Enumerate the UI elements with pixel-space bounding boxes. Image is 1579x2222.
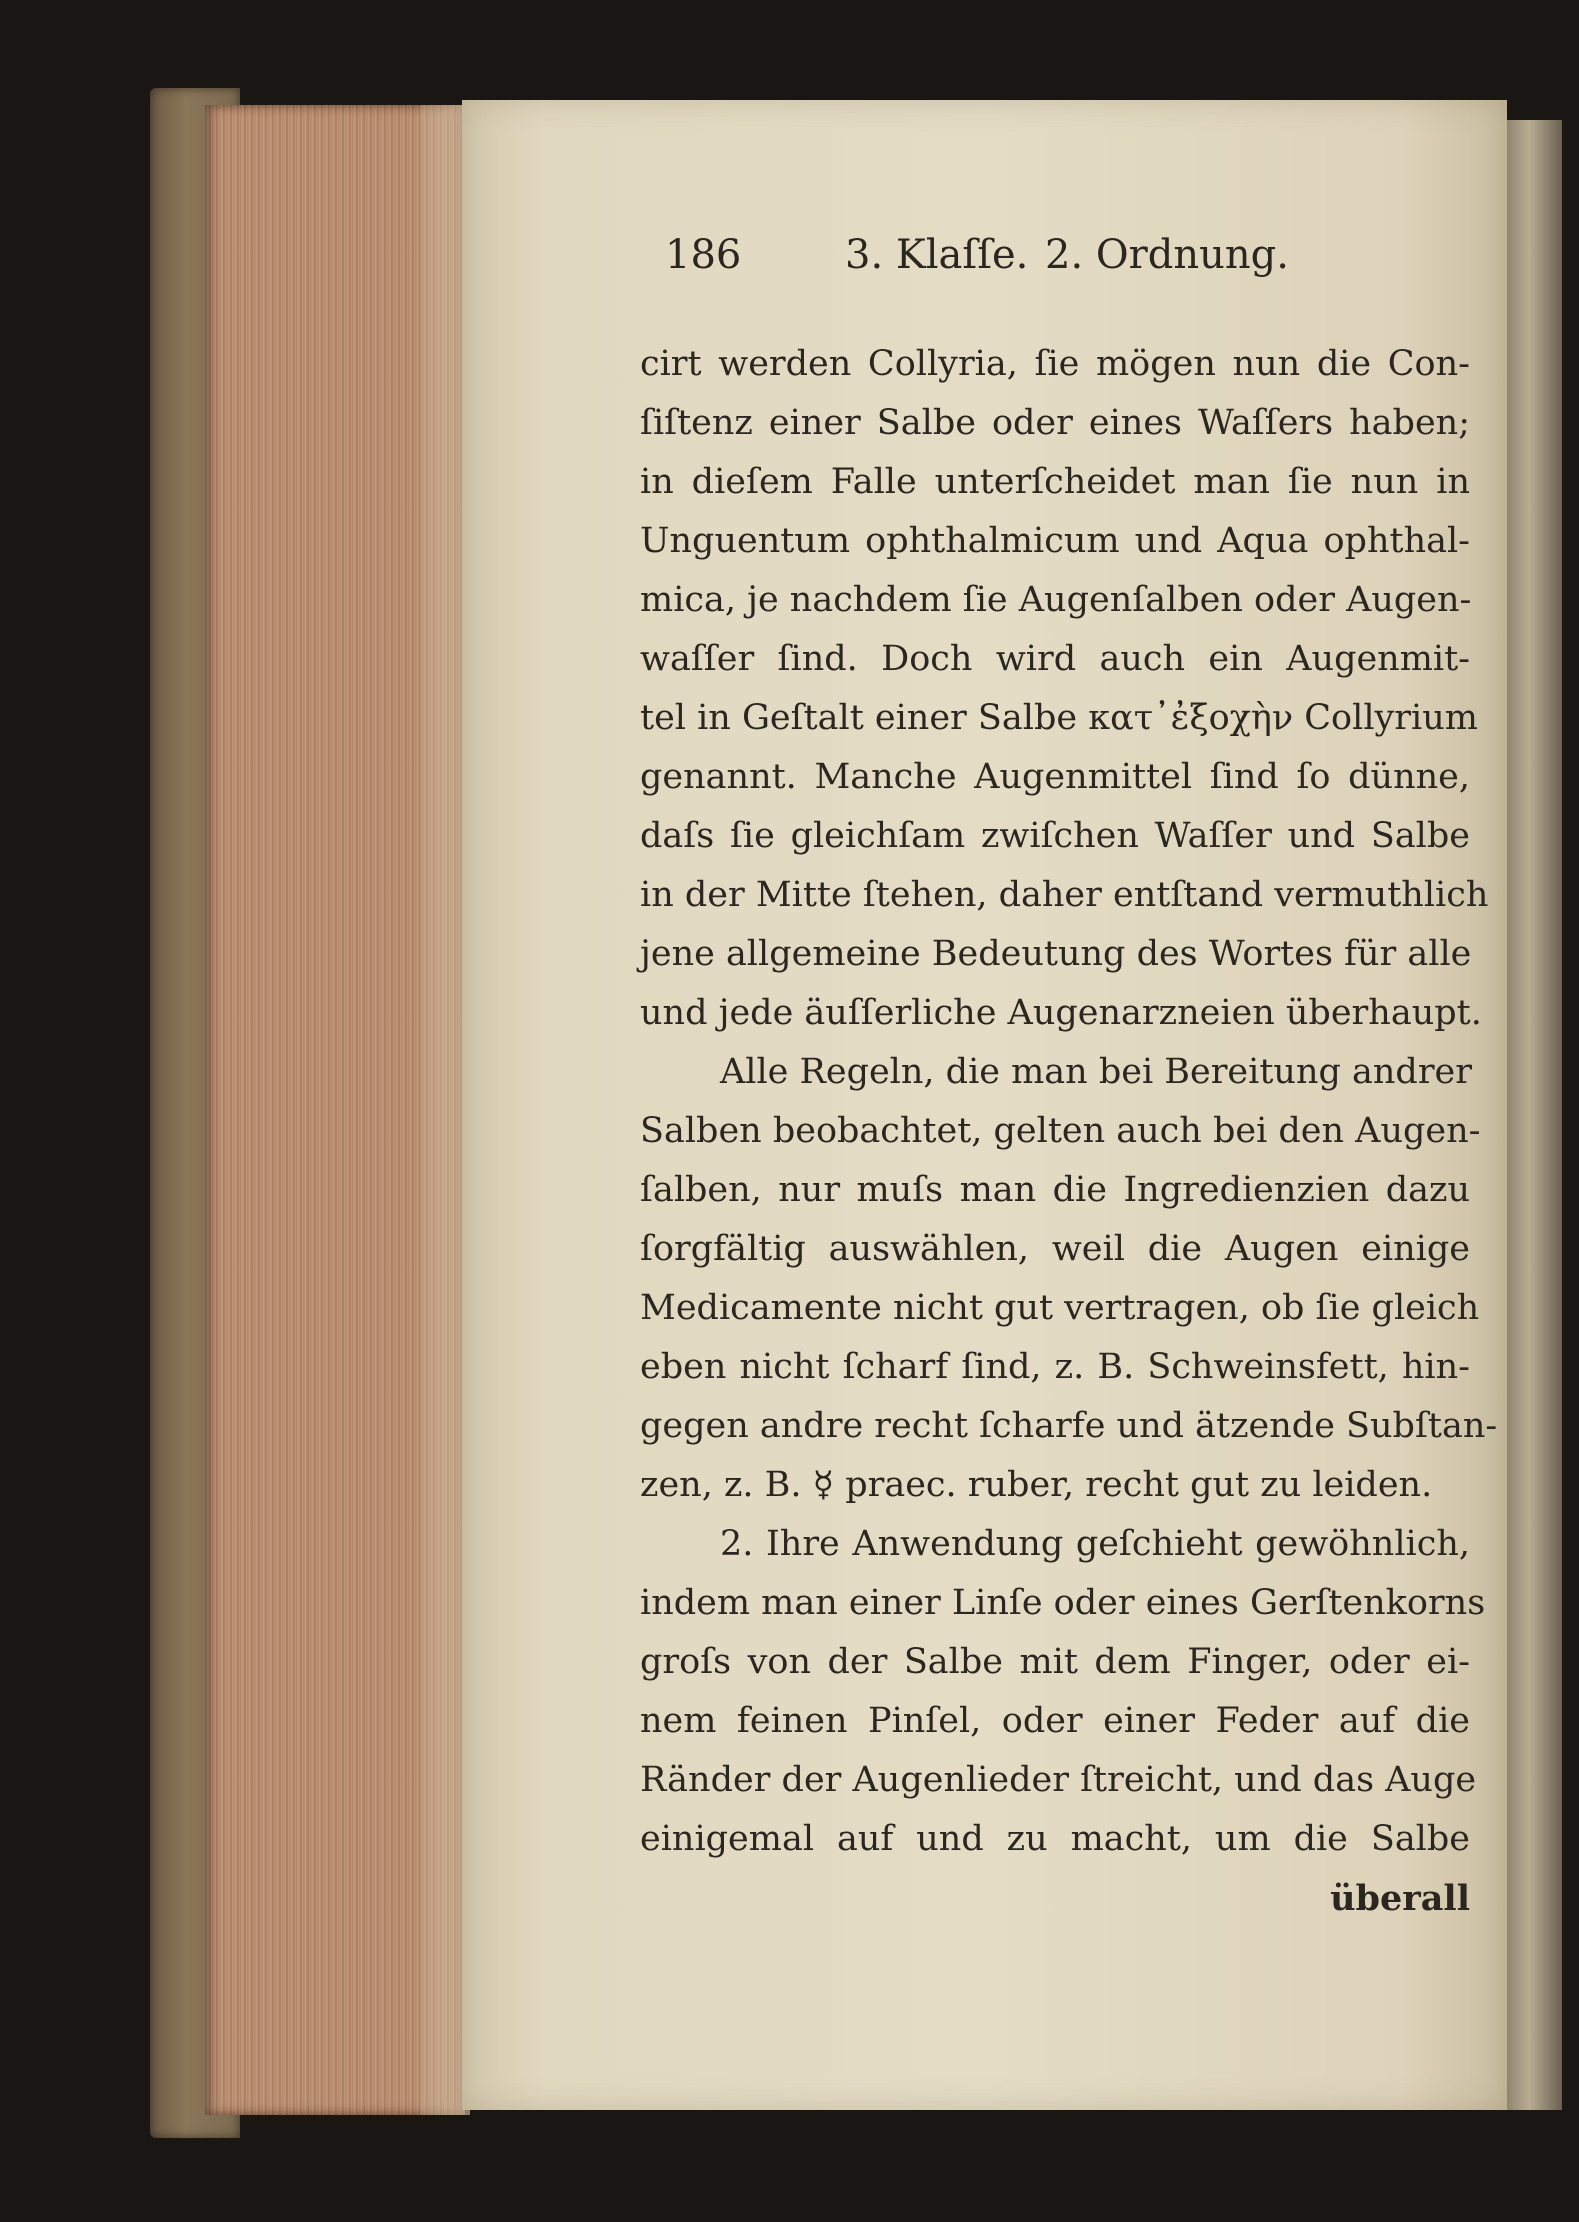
text-line: 2. Ihre Anwendung geſchieht gewöhnlich, — [720, 1524, 1470, 1564]
text-line: daſs ſie gleichſam zwiſchen Waſſer und Salbe — [640, 816, 1470, 856]
text-line: eben nicht ſcharf ſind, z. B. Schweinsfett, hin- — [640, 1347, 1470, 1387]
text-line: nem feinen Pinſel, oder einer Feder auf die — [640, 1701, 1470, 1741]
running-head — [665, 232, 1365, 292]
text-line: und jede äuſſerliche Augenarzneien überhaupt. — [640, 993, 1482, 1033]
text-line: ſorgfältig auswählen, weil die Augen einige — [640, 1229, 1470, 1269]
text-line: einigemal auf und zu macht, um die Salbe — [640, 1819, 1470, 1859]
text-line: gegen andre recht ſcharfe und ätzende Subſtan- — [640, 1406, 1498, 1446]
body-text — [640, 335, 1498, 1928]
text-line: Salben beobachtet, gelten auch bei den Augen- — [640, 1111, 1481, 1151]
text-line: cirt werden Collyria, ſie mögen nun die Con- — [640, 344, 1470, 384]
text-line: waſſer ſind. Doch wird auch ein Augenmit- — [640, 639, 1470, 679]
text-line: Ränder der Augenlieder ſtreicht, und das Auge — [640, 1760, 1477, 1800]
text-line: in dieſem Falle unterſcheidet man ſie nun in — [640, 462, 1470, 502]
text-line: tel in Geſtalt einer Salbe κατ᾽ἐξοχὴν Collyrium — [640, 698, 1478, 738]
text-line: mica, je nachdem ſie Augenſalben oder Augen- — [640, 580, 1472, 620]
text-line: Alle Regeln, die man bei Bereitung andrer — [720, 1052, 1473, 1092]
text-line: in der Mitte ſtehen, daher entſtand vermuthlich — [640, 875, 1489, 915]
text-line: indem man einer Linſe oder eines Gerſtenkorns — [640, 1583, 1486, 1623]
text-line: groſs von der Salbe mit dem Finger, oder ei- — [640, 1642, 1470, 1682]
text-line: jene allgemeine Bedeutung des Wortes für alle — [640, 934, 1472, 974]
text-line: genannt. Manche Augenmittel ſind ſo dünne, — [640, 757, 1470, 797]
text-line: zen, z. B. ☿ praec. ruber, recht gut zu leiden. — [640, 1465, 1433, 1505]
order-label: 2. Ordnung. — [1045, 232, 1290, 278]
text-line: ſiſtenz einer Salbe oder eines Waſſers haben; — [640, 403, 1470, 443]
catchword: überall — [1330, 1878, 1470, 1919]
facing-page-edge — [1507, 120, 1562, 2110]
page-number: 186 — [665, 232, 742, 278]
text-line: Medicamente nicht gut vertragen, ob ſie gleich — [640, 1288, 1480, 1328]
class-label: 3. Klaſſe. — [845, 232, 1029, 278]
text-line: Unguentum ophthalmicum und Aqua ophthal- — [640, 521, 1470, 561]
text-line: ſalben, nur muſs man die Ingredienzien dazu — [640, 1170, 1470, 1210]
